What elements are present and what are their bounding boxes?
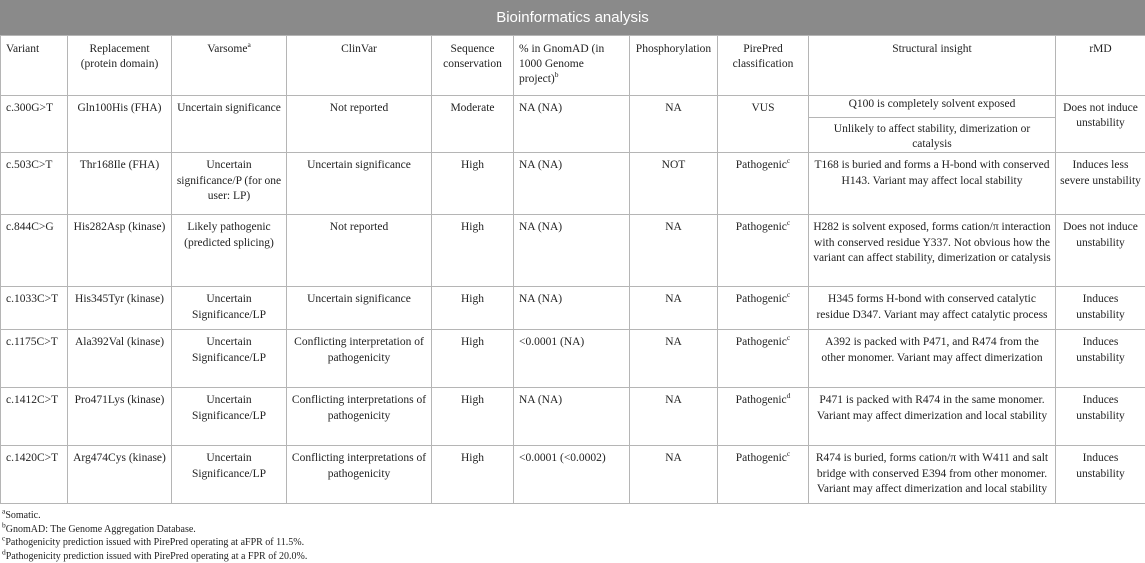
- cell-conservation: High: [432, 287, 514, 330]
- header-gnomad: % in GnomAD (in 1000 Genome project)$^b$: [514, 36, 630, 96]
- cell-phosphorylation: NA: [630, 215, 718, 287]
- cell-conservation: High: [432, 446, 514, 504]
- cell-conservation: High: [432, 330, 514, 388]
- cell-rmd: Induces unstability: [1056, 446, 1145, 504]
- cell-variant: c.1175C>T: [1, 330, 68, 388]
- cell-pirepred: VUS: [718, 96, 809, 153]
- cell-replacement: Pro471Lys (kinase): [68, 388, 172, 446]
- cell-gnomad: NA (NA): [514, 215, 630, 287]
- bioinformatics-table: [0, 35, 1145, 504]
- cell-rmd: Does not induce unstability: [1056, 215, 1145, 287]
- table-row: [1, 96, 1145, 153]
- structural-part-b: Unlikely to affect stability, dimerization or catalysis: [809, 118, 1055, 152]
- cell-clinvar: Not reported: [287, 96, 432, 153]
- cell-phosphorylation: NOT: [630, 153, 718, 215]
- cell-varsome: Likely pathogenic (predicted splicing): [172, 215, 287, 287]
- cell-conservation: High: [432, 388, 514, 446]
- cell-pirepred: Pathogenic$^c$: [718, 330, 809, 388]
- cell-rmd: Induces unstability: [1056, 287, 1145, 330]
- cell-clinvar: Uncertain significance: [287, 287, 432, 330]
- table-row: [1, 287, 1145, 330]
- cell-gnomad: NA (NA): [514, 388, 630, 446]
- cell-pirepred: Pathogenic$^c$: [718, 287, 809, 330]
- cell-replacement: Gln100His (FHA): [68, 96, 172, 153]
- cell-rmd: Induces unstability: [1056, 330, 1145, 388]
- table-row: [1, 388, 1145, 446]
- cell-replacement: His345Tyr (kinase): [68, 287, 172, 330]
- cell-variant: c.1033C>T: [1, 287, 68, 330]
- cell-varsome: Uncertain Significance/LP: [172, 446, 287, 504]
- cell-phosphorylation: NA: [630, 330, 718, 388]
- cell-replacement: Ala392Val (kinase): [68, 330, 172, 388]
- cell-variant: c.300G>T: [1, 96, 68, 153]
- cell-structural: T168 is buried and forms a H-bond with conserved H143. Variant may affect local stability: [809, 153, 1056, 215]
- footnote: $^a$Somatic.: [2, 509, 1145, 523]
- table-row: [1, 330, 1145, 388]
- table-title: Bioinformatics analysis: [0, 0, 1145, 35]
- header-clinvar: ClinVar: [287, 36, 432, 96]
- cell-pirepred: Pathogenic$^c$: [718, 153, 809, 215]
- footnote: $^b$GnomAD: The Genome Aggregation Database.: [2, 523, 1145, 537]
- cell-structural: R474 is buried, forms cation/π with W411 and salt bridge with conserved E394 from other monomer. Variant may affect dimerization and local stability: [809, 446, 1056, 504]
- cell-varsome: Uncertain Significance/LP: [172, 388, 287, 446]
- header-phosphorylation: Phosphorylation: [630, 36, 718, 96]
- table-row: [1, 446, 1145, 504]
- cell-gnomad: NA (NA): [514, 287, 630, 330]
- table-row: [1, 153, 1145, 215]
- structural-part-a: Q100 is completely solvent exposed: [809, 96, 1055, 118]
- cell-replacement: His282Asp (kinase): [68, 215, 172, 287]
- cell-structural: P471 is packed with R474 in the same monomer. Variant may affect dimerization and local stability: [809, 388, 1056, 446]
- cell-pirepred: Pathogenic$^d$: [718, 388, 809, 446]
- cell-varsome: Uncertain significance/P (for one user: LP): [172, 153, 287, 215]
- cell-rmd: Does not induce unstability: [1056, 96, 1145, 153]
- cell-phosphorylation: NA: [630, 388, 718, 446]
- cell-gnomad: <0.0001 (<0.0002): [514, 446, 630, 504]
- cell-rmd: Induces less severe unstability: [1056, 153, 1145, 215]
- cell-structural: A392 is packed with P471, and R474 from the other monomer. Variant may affect dimerization: [809, 330, 1056, 388]
- cell-variant: c.1420C>T: [1, 446, 68, 504]
- header-pirepred: PirePred classification: [718, 36, 809, 96]
- cell-pirepred: Pathogenic$^c$: [718, 446, 809, 504]
- cell-clinvar: Conflicting interpretation of pathogenicity: [287, 330, 432, 388]
- cell-replacement: Thr168Ile (FHA): [68, 153, 172, 215]
- cell-gnomad: <0.0001 (NA): [514, 330, 630, 388]
- cell-phosphorylation: NA: [630, 446, 718, 504]
- header-varsome: Varsome$^a$: [172, 36, 287, 96]
- cell-structural: [809, 96, 1056, 153]
- header-conservation: Sequence conservation: [432, 36, 514, 96]
- header-replacement: Replacement (protein domain): [68, 36, 172, 96]
- cell-clinvar: Uncertain significance: [287, 153, 432, 215]
- cell-varsome: Uncertain Significance/LP: [172, 330, 287, 388]
- footnotes: [0, 504, 1145, 563]
- header-structural: Structural insight: [809, 36, 1056, 96]
- table-row: [1, 215, 1145, 287]
- header-variant: Variant: [1, 36, 68, 96]
- footnote: $^d$Pathogenicity prediction issued with PirePred operating at a FPR of 20.0%.: [2, 550, 1145, 563]
- cell-phosphorylation: NA: [630, 96, 718, 153]
- cell-variant: c.1412C>T: [1, 388, 68, 446]
- cell-conservation: Moderate: [432, 96, 514, 153]
- cell-replacement: Arg474Cys (kinase): [68, 446, 172, 504]
- cell-varsome: Uncertain significance: [172, 96, 287, 153]
- cell-gnomad: NA (NA): [514, 153, 630, 215]
- header-rmd: rMD: [1056, 36, 1145, 96]
- cell-variant: c.503C>T: [1, 153, 68, 215]
- cell-clinvar: Not reported: [287, 215, 432, 287]
- header-row: [1, 36, 1145, 96]
- cell-clinvar: Conflicting interpretations of pathogenicity: [287, 446, 432, 504]
- cell-gnomad: NA (NA): [514, 96, 630, 153]
- footnote: $^c$Pathogenicity prediction issued with PirePred operating at aFPR of 11.5%.: [2, 536, 1145, 550]
- cell-phosphorylation: NA: [630, 287, 718, 330]
- cell-variant: c.844C>G: [1, 215, 68, 287]
- cell-clinvar: Conflicting interpretations of pathogenicity: [287, 388, 432, 446]
- cell-rmd: Induces unstability: [1056, 388, 1145, 446]
- cell-structural: H282 is solvent exposed, forms cation/π interaction with conserved residue Y337. Not obvious how the variant can affect stability, dimerization or catalysis: [809, 215, 1056, 287]
- cell-varsome: Uncertain Significance/LP: [172, 287, 287, 330]
- cell-conservation: High: [432, 215, 514, 287]
- cell-pirepred: Pathogenic$^c$: [718, 215, 809, 287]
- cell-structural: H345 forms H-bond with conserved catalytic residue D347. Variant may affect catalytic process: [809, 287, 1056, 330]
- cell-conservation: High: [432, 153, 514, 215]
